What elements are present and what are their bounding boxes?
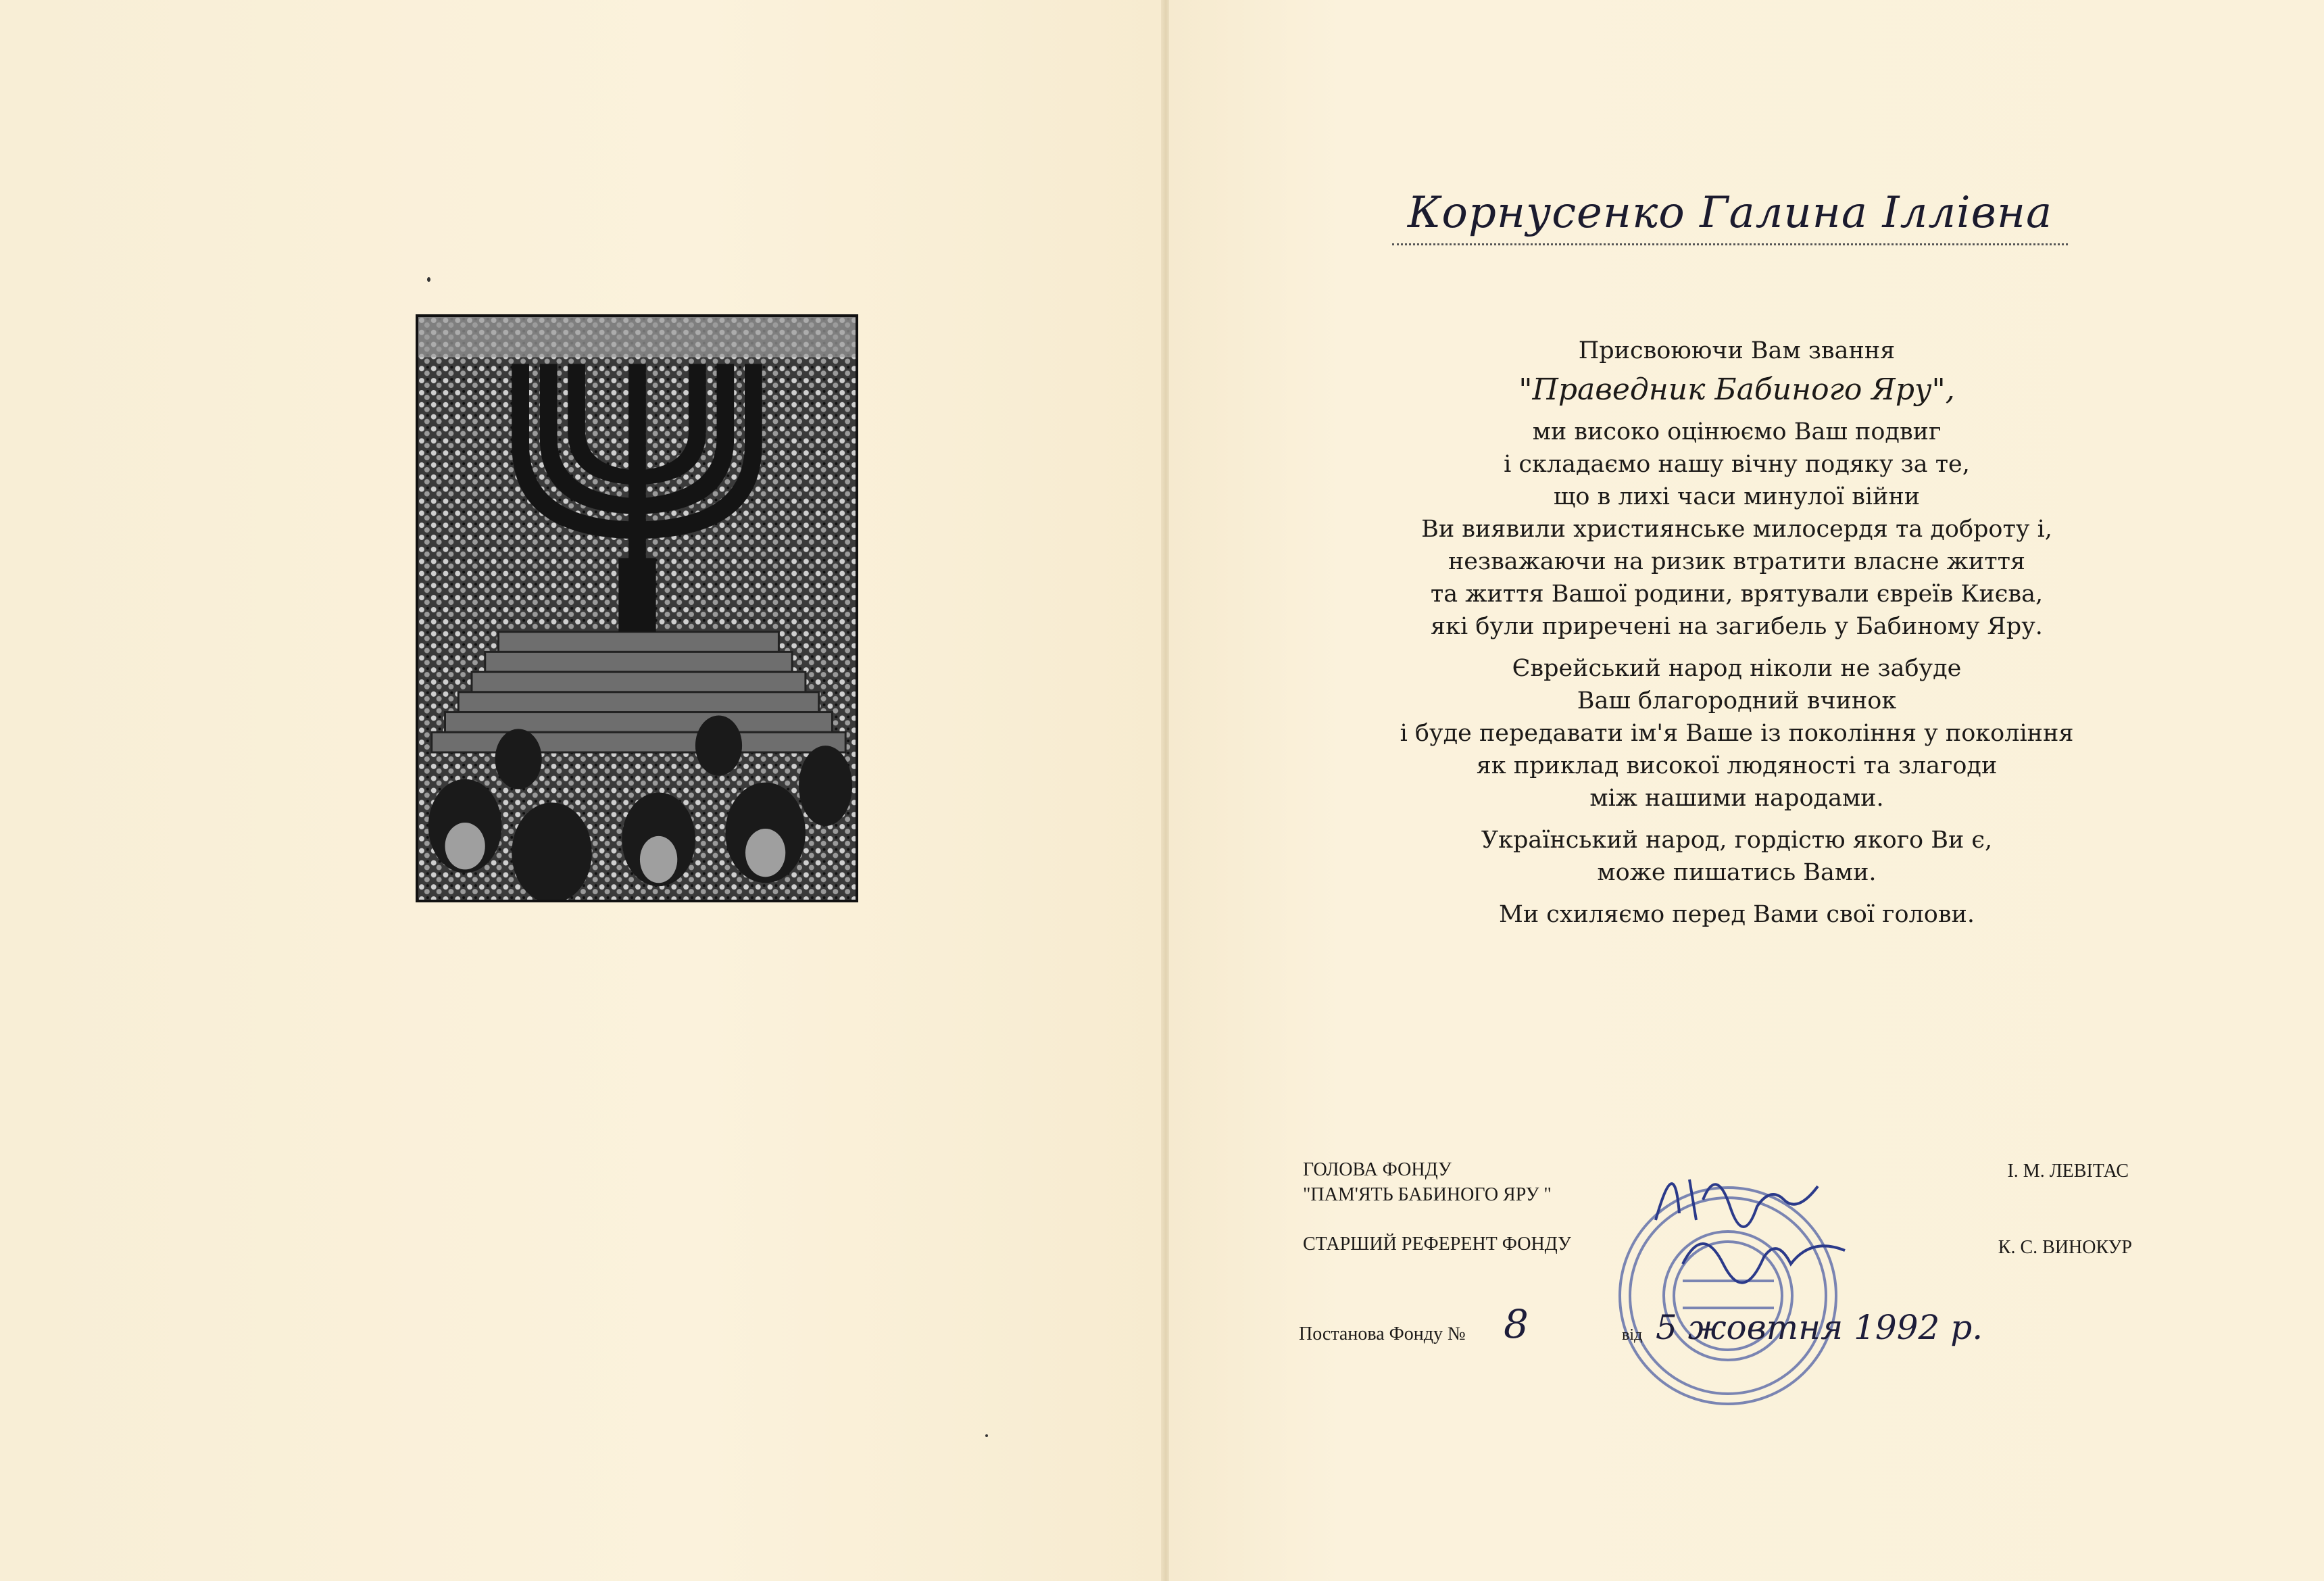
paper-speck [427, 277, 430, 282]
body-line: ми високо оцінюємо Ваш подвиг [1532, 418, 1942, 445]
body-line: Ваш благородний вчинок [1577, 687, 1897, 714]
chair-label: ГОЛОВА ФОНДУ [1303, 1159, 1452, 1180]
honorary-title: "Праведник Бабиного Яру", [1518, 372, 1955, 407]
body-line: Український народ, гордістю якого Ви є, [1481, 827, 1993, 854]
chair-name: І. М. ЛЕВІТАС [2007, 1161, 2129, 1182]
body-line: та життя Вашої родини, врятували євреїв Києва, [1430, 581, 2044, 608]
menorah-monument-image [418, 317, 856, 900]
body-line: і складаємо нашу вічну подяку за те, [1504, 451, 1970, 478]
body-line: які були приречені на загибель у Бабиному Яру. [1431, 613, 2043, 640]
referent-signature [1676, 1217, 1852, 1291]
intro-line: Присвоюючи Вам звання [1578, 337, 1896, 364]
body-line: як приклад високої людяності та злагоди [1476, 752, 1998, 779]
recipient-name: Корнусенко Галина Іллівна [1407, 188, 2053, 238]
menorah-photo [416, 314, 858, 902]
body-line: Ви виявили християнське милосердя та доброту і, [1421, 516, 2052, 543]
closing-line: Ми схиляємо перед Вами свої голови. [1499, 901, 1975, 928]
body-line: незважаючи на ризик втратити власне життя [1448, 548, 2026, 575]
referent-name: К. С. ВИНОКУР [1998, 1237, 2132, 1258]
foundation-name-label: "ПАМ'ЯТЬ БАБИНОГО ЯРУ " [1303, 1184, 1552, 1205]
resolution-line [1299, 1323, 1466, 1345]
paper-speck [985, 1434, 988, 1437]
referent-label: СТАРШИЙ РЕФЕРЕНТ ФОНДУ [1303, 1234, 1571, 1255]
certificate-text [1284, 335, 2190, 931]
body-line: може пишатись Вами. [1597, 859, 1877, 886]
resolution-number: 8 [1504, 1301, 1529, 1347]
body-line: і буде передавати ім'я Ваше із покоління у покоління [1400, 720, 2074, 747]
recipient-name-line [1392, 169, 2068, 245]
body-line: між нашими народами. [1589, 785, 1884, 812]
body-line: Єврейський народ ніколи не забуде [1512, 655, 1962, 682]
resolution-date: 5 жовтня 1992 р. [1656, 1308, 1983, 1347]
resolution-label: Постанова Фонду № [1299, 1323, 1466, 1344]
date-prefix: від [1622, 1326, 1643, 1344]
body-line: що в лихі часи минулої війни [1553, 483, 1921, 510]
